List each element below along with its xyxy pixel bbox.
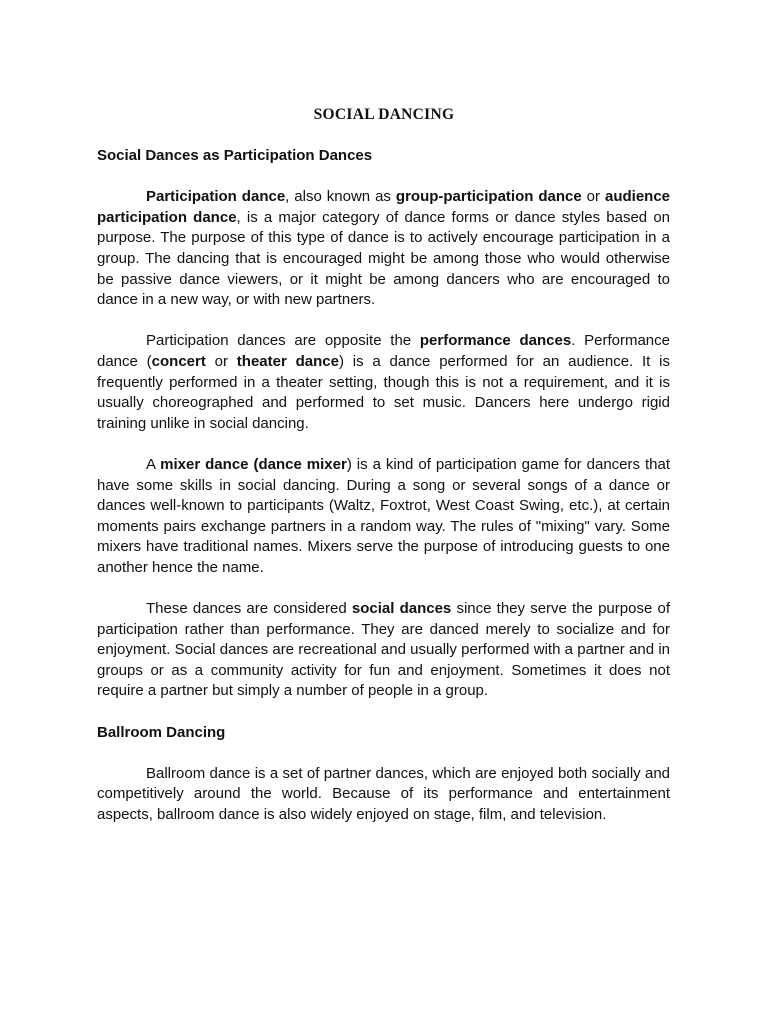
document-body [97, 146, 670, 826]
term-performance-dances: performance dances [419, 332, 572, 350]
paragraph-text: or [205, 352, 237, 370]
paragraph-gap [97, 434, 670, 455]
paragraph-text: or [581, 188, 605, 206]
paragraph-gap [97, 578, 670, 599]
paragraph-participation-dance [97, 187, 670, 311]
term-social-dances: social dances [351, 600, 452, 618]
paragraph-text: since they serve the purpose of participation rather than performance. They are danced merely to socialize and for enjoyment. Social dances are recreational and usually performed with a partner and in groups or as a community activity for fun and enjoyment. Sometimes it does not require a partner but simply a number of people in a group. [97, 600, 670, 700]
paragraph-performance-dances [97, 331, 670, 434]
term-concert: concert [151, 352, 206, 370]
section-heading-participation-dances: Social Dances as Participation Dances [97, 147, 373, 164]
paragraph-text: . Performance dance ( [97, 332, 670, 370]
term-mixer-dance: mixer dance (dance mixer [160, 455, 347, 473]
paragraph-text: , also known as [285, 188, 396, 206]
document-title: SOCIAL DANCING [313, 106, 455, 123]
term-participation-dance: Participation dance [146, 188, 286, 206]
term-theater-dance: theater dance [236, 352, 339, 370]
paragraph-ballroom-dance [97, 764, 670, 826]
paragraph-text: , is a major category of dance forms or dance styles based on purpose. The purpose of this type of dance is to actively encourage participation in a group. The dancing that is encouraged might be among those who would otherwise be passive dance viewers, or it might be among dancers who are encouraged to dance in a new way, or with new partners. [97, 208, 671, 309]
paragraph-social-dances [97, 599, 670, 702]
paragraph-text: A [146, 455, 161, 473]
paragraph-text: ) is a dance performed for an audience. It is frequently performed in a theater setting, though this is not a requirement, and it is usually choreographed and performed to set music. Dancers here undergo rigid training unlike in social dancing. [97, 352, 670, 432]
paragraph-gap [97, 311, 670, 332]
paragraph-text: ) is a kind of participation game for dancers that have some skills in social dancing. During a song or several songs of a dance or dances well-known to participants (Waltz, Foxtrot, West Coast Swing, etc.), at certain moments pairs exchange partners in a random way. The rules of "mixing" vary. Some mixers have traditional names. Mixers serve the purpose of introducing guests to one another hence the name. [97, 455, 670, 576]
term-group-participation-dance: group-participation dance [395, 188, 582, 206]
paragraph-gap [97, 702, 670, 723]
section-heading-ballroom-dancing: Ballroom Dancing [97, 723, 226, 741]
paragraph-text: Ballroom dance is a set of partner dances, which are enjoyed both socially and competitively around the world. Because of its performance and entertainment aspects, ballroom dance is also widely enjoyed on stage, film, and television. [97, 764, 670, 823]
term-audience-participation-dance: audience participation dance [97, 188, 671, 226]
paragraph-text: These dances are considered [146, 600, 352, 618]
paragraph-text: Participation dances are opposite the [146, 332, 420, 350]
paragraph-mixer-dance [97, 455, 670, 579]
paragraph-gap [97, 167, 670, 188]
paragraph-gap [97, 743, 670, 764]
